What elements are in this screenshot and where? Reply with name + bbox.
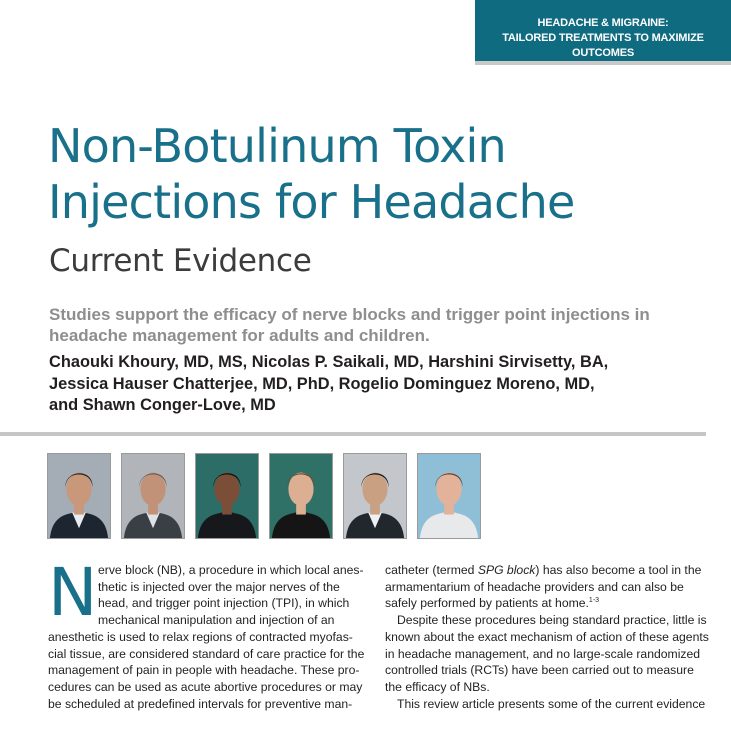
face xyxy=(436,473,461,506)
body-line: management of pain in people with headache. These pro- xyxy=(48,663,360,678)
body-line: head, and trigger point injection (TPI), in which xyxy=(98,596,350,611)
body-text: catheter (termed xyxy=(385,563,478,577)
body-line: anesthetic is used to relax regions of contracted myofas- xyxy=(48,629,353,644)
headshot-illustration xyxy=(122,454,184,538)
author-photo xyxy=(417,453,481,539)
author-photo xyxy=(343,453,407,539)
body-line: controlled trials (RCTs) have been carried out to measure xyxy=(385,663,694,678)
article-dek: Studies support the efficacy of nerve blocks and trigger point injections in headache management for adults and children. xyxy=(49,305,650,345)
term-spg-block: SPG block xyxy=(477,563,536,577)
face xyxy=(214,473,239,506)
face xyxy=(362,473,387,506)
author-photo xyxy=(269,453,333,539)
article-subtitle: Current Evidence xyxy=(49,243,312,279)
face xyxy=(140,473,165,506)
face xyxy=(288,473,313,506)
body-column-left xyxy=(48,554,365,712)
article-title xyxy=(48,118,574,230)
drop-cap: N xyxy=(48,554,98,631)
title-line-2: Injections for Headache xyxy=(48,175,575,229)
body-line: This review article presents some of the current evidence xyxy=(397,696,706,711)
body-line: mechanical manipulation and injection of an xyxy=(98,613,335,628)
banner-underline xyxy=(475,61,731,65)
authors-line-3: and Shawn Conger-Love, MD xyxy=(49,396,276,414)
body-line: cial tissue, are considered standard of care practice for the xyxy=(48,646,365,661)
body-line: cedures can be used as acute abortive procedures or may xyxy=(48,679,363,694)
face xyxy=(66,473,91,506)
authors-line-1: Chaouki Khoury, MD, MS, Nicolas P. Saikali, MD, Harshini Sirvisetty, BA, xyxy=(49,353,609,371)
citation-ref: 1-3 xyxy=(588,597,600,605)
banner-line-2: TAILORED TREATMENTS TO MAXIMIZE OUTCOMES xyxy=(502,32,704,59)
banner-line-1: HEADACHE & MIGRAINE: xyxy=(537,17,669,29)
author-photo xyxy=(121,453,185,539)
body-line: known about the exact mechanism of action of these agents xyxy=(385,629,709,644)
author-photo xyxy=(47,453,111,539)
body-line: thetic is injected over the major nerves of the xyxy=(98,579,340,594)
title-line-1: Non-Botulinum Toxin xyxy=(48,119,506,173)
body-line xyxy=(385,562,707,579)
authors-line-2: Jessica Hauser Chatterjee, MD, PhD, Rogelio Dominguez Moreno, MD, xyxy=(49,374,595,393)
author-list xyxy=(49,352,689,417)
section-divider xyxy=(0,432,706,436)
author-photo xyxy=(195,453,259,539)
headshot-illustration xyxy=(418,454,480,538)
body-column-right xyxy=(385,562,707,712)
section-banner xyxy=(475,0,731,61)
body-line: in headache management, and no large-scale randomized xyxy=(385,646,701,661)
body-line: erve block (NB), a procedure in which local anes- xyxy=(98,563,364,577)
headshot-illustration xyxy=(270,454,332,538)
headshot-illustration xyxy=(344,454,406,538)
headshot-illustration xyxy=(48,454,110,538)
body-text: ) has also become a tool in the xyxy=(535,563,702,577)
body-line: armamentarium of headache providers and can also be xyxy=(385,579,684,594)
body-text: safely performed by patients at home. xyxy=(385,596,589,611)
headshot-illustration xyxy=(196,454,258,538)
body-line: Despite these procedures being standard practice, little is xyxy=(397,613,707,628)
body-line: the efficacy of NBs. xyxy=(385,679,490,694)
body-line xyxy=(385,595,707,612)
body-line: be scheduled at predefined intervals for preventive man- xyxy=(48,696,353,711)
